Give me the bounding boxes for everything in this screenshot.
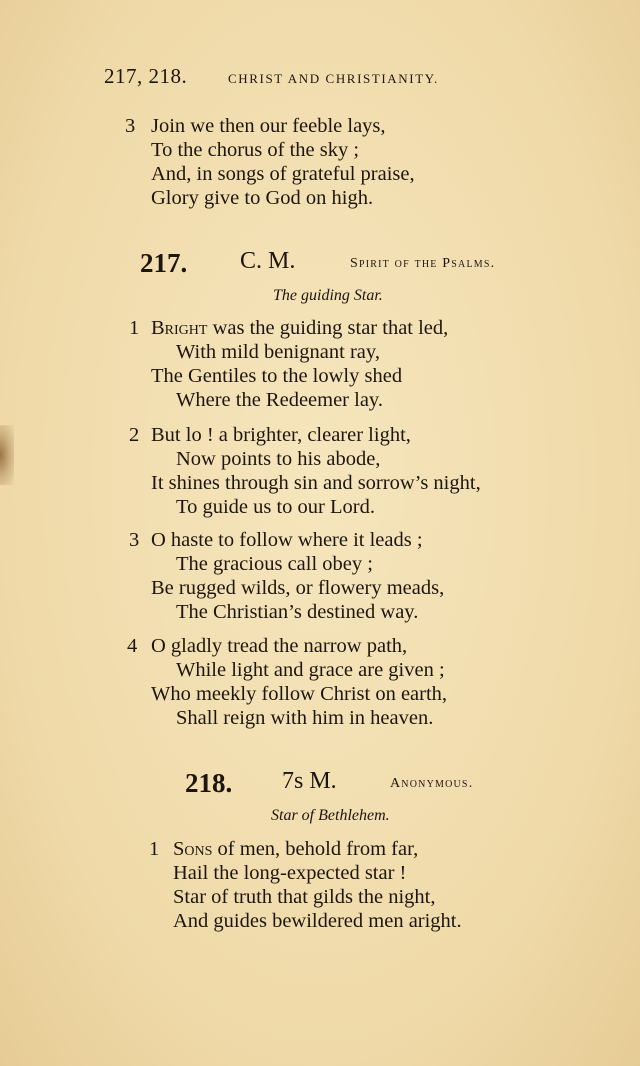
verse-line: Hail the long-expected star !	[173, 862, 407, 884]
verse-line: O haste to follow where it leads ;	[151, 529, 423, 551]
verse-line: But lo ! a brighter, clearer light,	[151, 424, 411, 446]
stanza-number: 1	[129, 317, 140, 339]
hymn-source: Spirit of the Psalms.	[350, 256, 496, 271]
hymn-217-heading	[0, 248, 640, 284]
stanza-number: 3	[129, 529, 140, 551]
verse-line: Shall reign with him in heaven.	[176, 707, 434, 729]
verse-line: And guides bewildered men aright.	[173, 910, 462, 932]
page-stain	[0, 425, 14, 485]
verse-line: And, in songs of grateful praise,	[151, 163, 415, 185]
verse-line: With mild benignant ray,	[176, 341, 380, 363]
verse-line	[151, 316, 448, 340]
verse-line: While light and grace are given ;	[176, 659, 445, 681]
hymn-meter: 7s M.	[282, 768, 337, 794]
hymn-number: 218.	[185, 768, 233, 798]
verse-line: The Christian’s destined way.	[176, 601, 419, 623]
stanza-number: 4	[127, 635, 138, 657]
hymn-subtitle: The guiding Star.	[273, 287, 383, 304]
verse-line: Who meekly follow Christ on earth,	[151, 683, 448, 705]
running-header	[104, 64, 494, 94]
verse-line: The Gentiles to the lowly shed	[151, 365, 403, 387]
running-title: CHRIST AND CHRISTIANITY.	[228, 71, 439, 86]
hymn-source: Anonymous.	[390, 776, 474, 791]
hymn-meter: C. M.	[240, 248, 296, 274]
verse-line	[173, 837, 418, 861]
verse-line: O gladly tread the narrow path,	[151, 635, 408, 657]
first-word: Sons	[173, 838, 213, 860]
stanza-number: 2	[129, 424, 140, 446]
verse-line: To guide us to our Lord.	[176, 496, 375, 518]
verse-line: Be rugged wilds, or flowery meads,	[151, 577, 445, 599]
verse-line: It shines through sin and sorrow’s night,	[151, 472, 481, 494]
stanza-number: 1	[149, 838, 160, 860]
verse-line: Where the Redeemer lay.	[176, 389, 383, 411]
hymn-subtitle: Star of Bethlehem.	[271, 807, 390, 824]
verse-line: Glory give to God on high.	[151, 187, 374, 209]
stanza-number: 3	[125, 115, 136, 137]
verse-line: Now points to his abode,	[176, 448, 381, 470]
first-line-rest: was the guiding star that led,	[207, 317, 449, 339]
verse-line: Star of truth that gilds the night,	[173, 886, 436, 908]
first-line-rest: of men, behold from far,	[212, 838, 419, 860]
hymn-number: 217.	[140, 248, 188, 278]
hymn-218-heading	[0, 768, 640, 804]
first-word: Bright	[151, 317, 208, 339]
verse-line: To the chorus of the sky ;	[151, 139, 360, 161]
verse-line: Join we then our feeble lays,	[151, 115, 386, 137]
verse-line: The gracious call obey ;	[176, 553, 373, 575]
page-numbers: 217, 218.	[104, 64, 188, 88]
